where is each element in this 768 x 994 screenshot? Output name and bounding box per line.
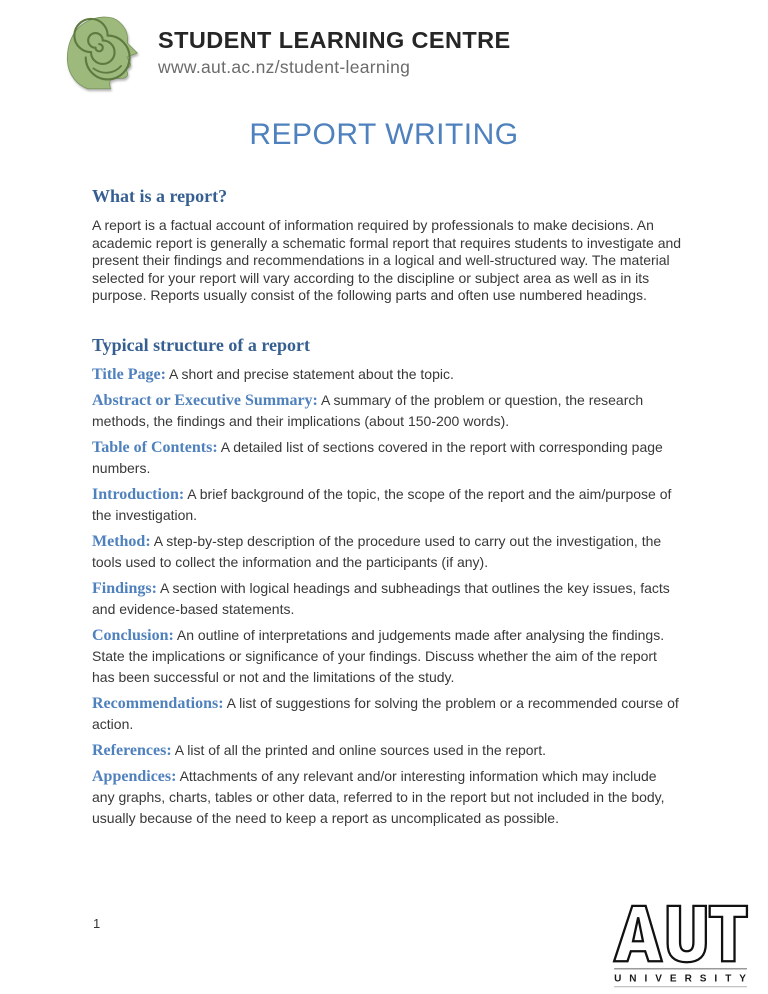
item-label: Abstract or Executive Summary: (92, 391, 318, 409)
content (0, 186, 768, 829)
item-label: Appendices: (92, 767, 177, 785)
logo-divider-bottom (614, 986, 747, 987)
item-text: A short and precise statement about the topic. (165, 365, 454, 382)
item-label: Method: (92, 532, 151, 550)
logo-divider-top (614, 968, 747, 970)
item-text: A step-by-step description of the procedure used to carry out the investigation, the tools used to collect the information and the participants (if any). (92, 532, 662, 570)
structure-item-findings (92, 578, 682, 620)
item-label: Title Page: (92, 365, 166, 383)
structure-item-table-of-contents (92, 437, 682, 479)
item-label: Table of Contents: (92, 438, 218, 456)
header (0, 0, 768, 92)
structure-item-method (92, 531, 682, 573)
intro-paragraph: A report is a factual account of information required by professionals to make decisions. An academic report is generally a schematic formal report that requires students to investigate and present their findings and recommendations in a logical and well-structured way. The material selected for your report will vary according to the discipline or subject area as well as in its purpose. Reports usually consist of the following parts and often use numbered headings. (92, 217, 682, 304)
item-text: Attachments of any relevant and/or interesting information which may include any graphs, charts, tables or other data, referred to in the report but not included in the body, usually because of the need to keep a report as uncomplicated as possible. (92, 767, 665, 826)
item-text: A brief background of the topic, the scope of the report and the aim/purpose of the investigation. (92, 485, 672, 523)
structure-item-appendices (92, 766, 682, 829)
structure-item-conclusion (92, 625, 682, 688)
item-text: A list of all the printed and online sources used in the report. (171, 741, 546, 758)
section-heading-structure: Typical structure of a report (92, 334, 310, 355)
item-text: A section with logical headings and subheadings that outlines the key issues, facts and evidence-based statements. (92, 579, 670, 617)
item-text: A detailed list of sections covered in the report with corresponding page numbers. (92, 438, 663, 476)
structure-item-recommendations (92, 693, 682, 735)
page-title: REPORT WRITING (249, 118, 519, 151)
org-url: www.aut.ac.nz/student-learning (158, 56, 411, 77)
item-label: Introduction: (92, 485, 185, 503)
org-name: STUDENT LEARNING CENTRE (158, 27, 511, 53)
head-spiral-icon (62, 14, 146, 92)
structure-item-references (92, 740, 682, 761)
item-text: An outline of interpretations and judgements made after analysing the findings. State the implications or significance of your findings. Discuss whether the aim of the report has been successful or not and the limitations of the study. (92, 626, 665, 685)
header-text-block (158, 28, 511, 78)
section-heading-what: What is a report? (92, 186, 228, 206)
item-text: A summary of the problem or question, the research methods, the findings and their implications (about 150-200 words). (92, 391, 644, 429)
structure-item-abstract (92, 390, 682, 432)
aut-university-logo-icon (607, 903, 755, 989)
structure-item-introduction (92, 484, 682, 526)
item-label: Conclusion: (92, 626, 174, 644)
logo-subtext: UNIVERSITY (614, 973, 746, 985)
item-label: Recommendations: (92, 694, 224, 712)
structure-item-title-page (92, 364, 682, 385)
item-text: A list of suggestions for solving the problem or a recommended course of action. (92, 694, 679, 732)
item-label: Findings: (92, 579, 157, 597)
page-number: 1 (93, 916, 101, 931)
item-label: References: (92, 741, 172, 759)
